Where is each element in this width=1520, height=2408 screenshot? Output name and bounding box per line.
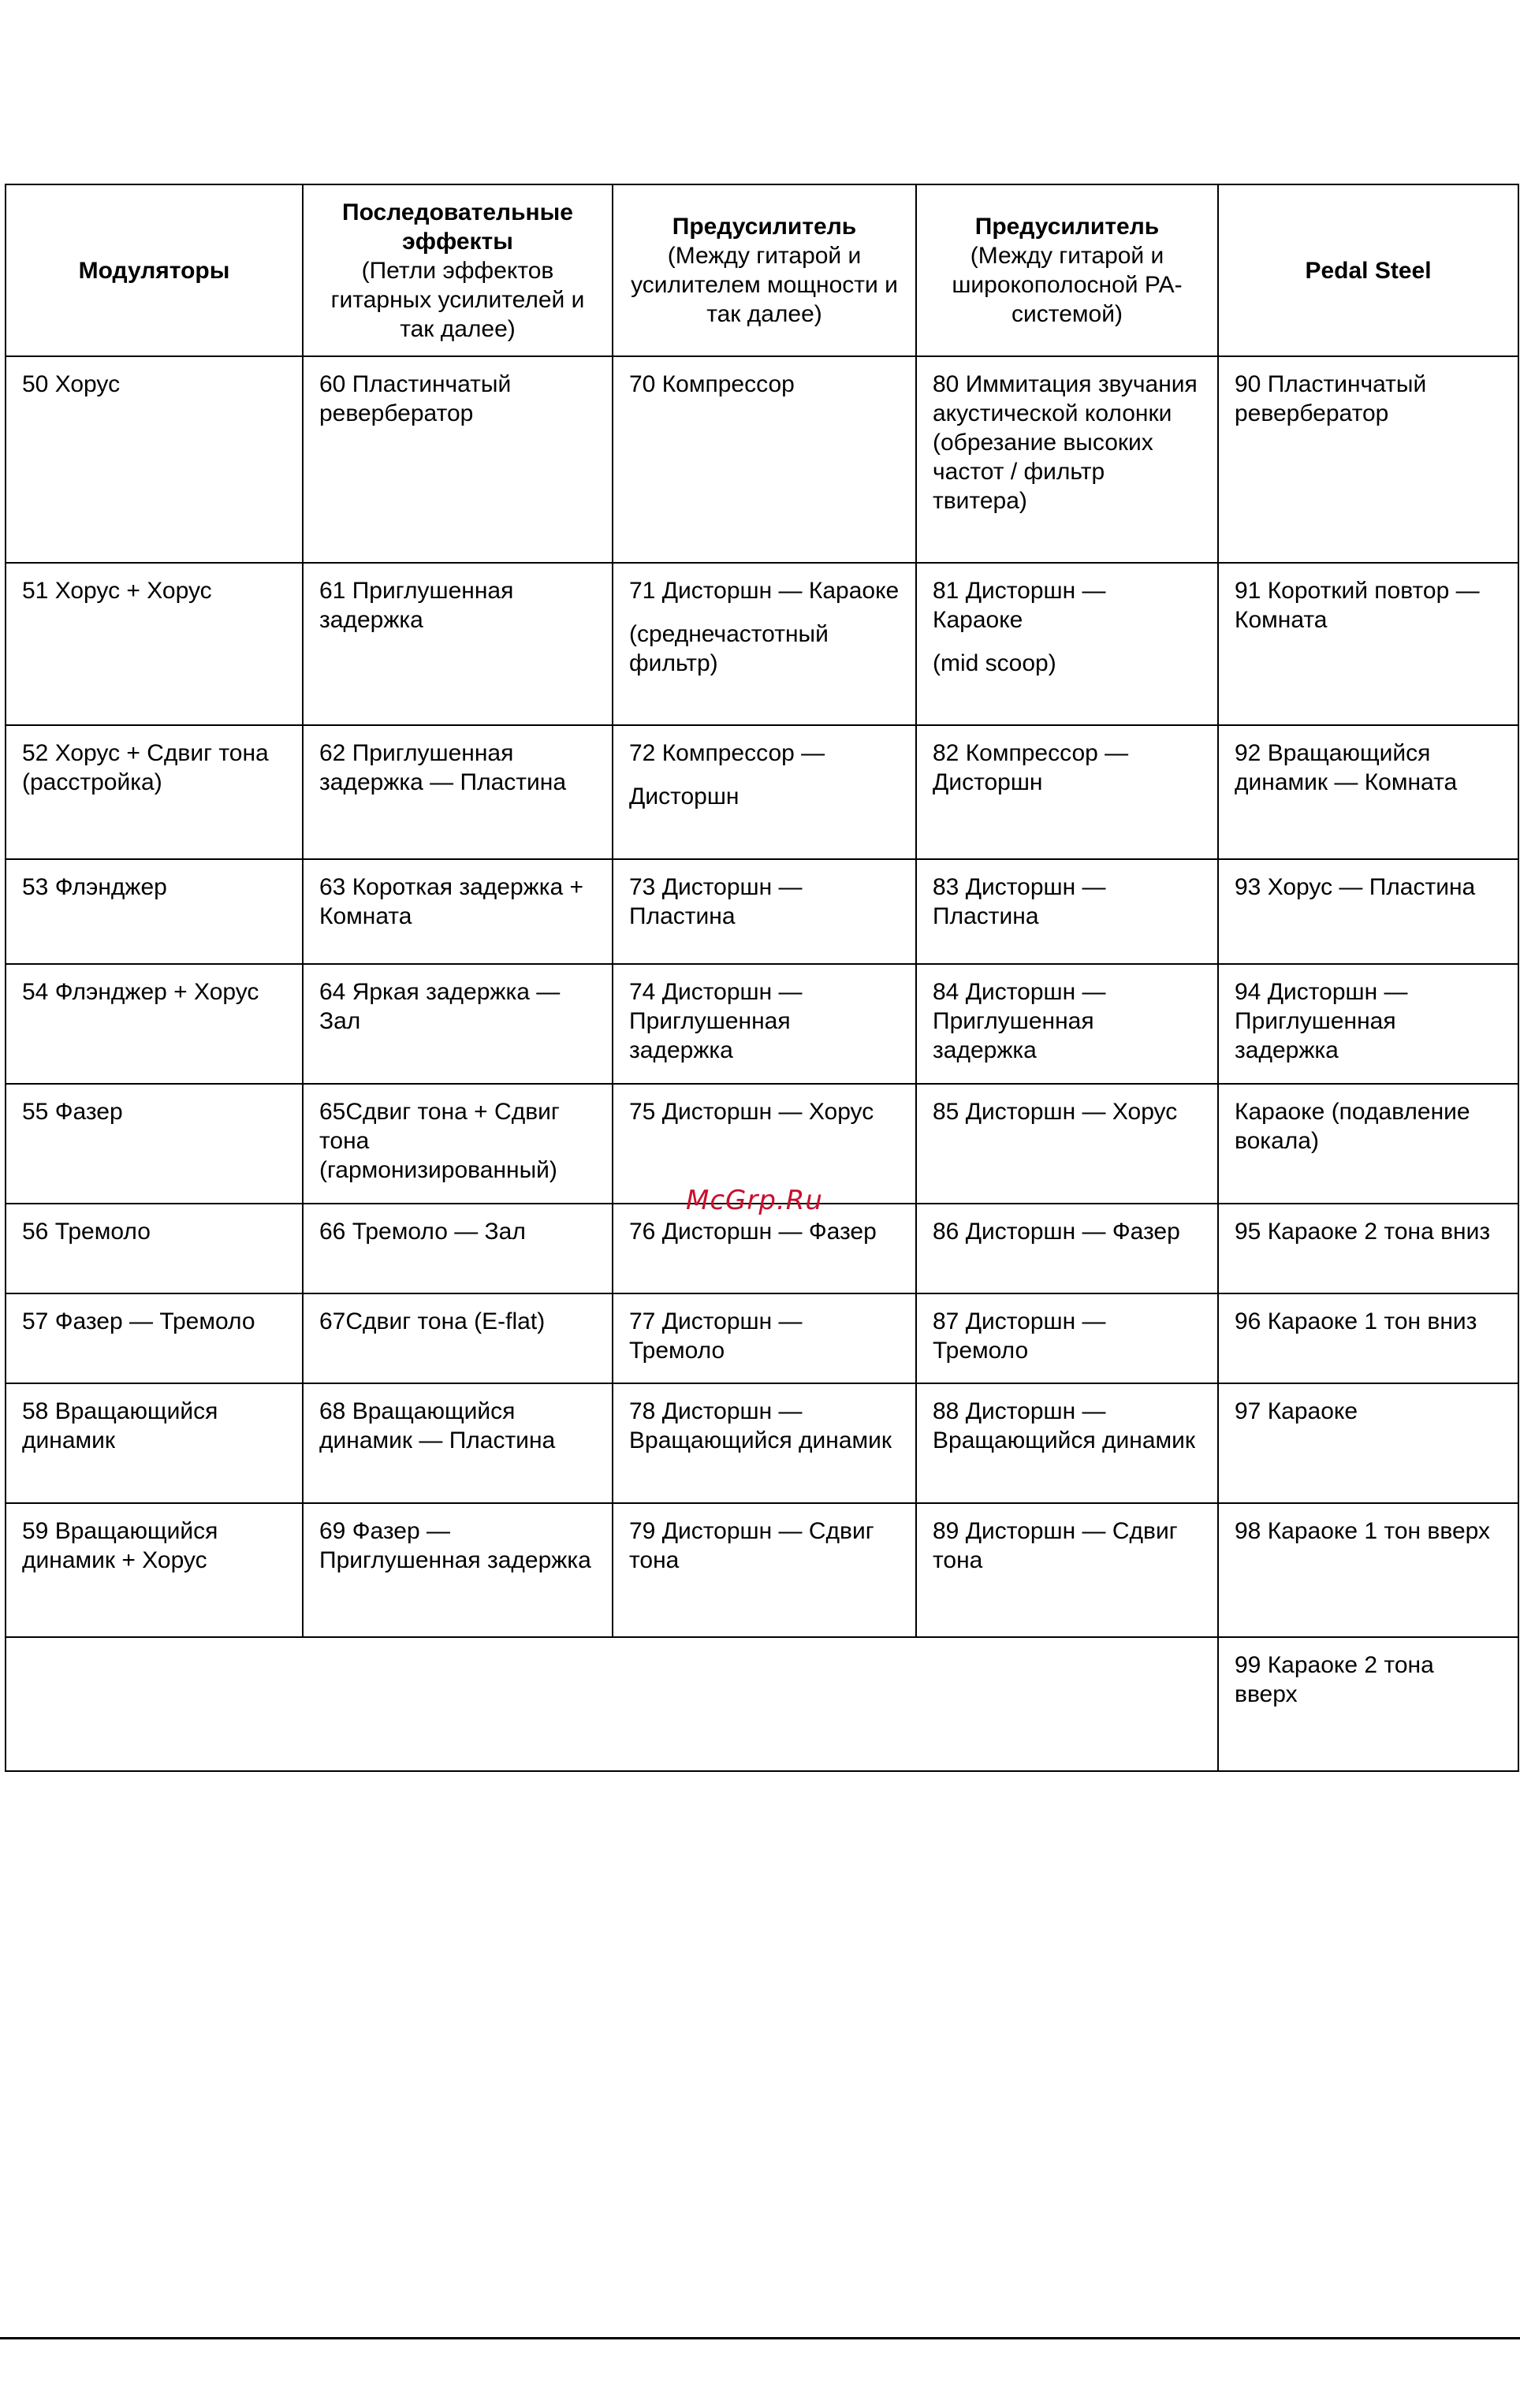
cell-text: 83 Дисторшн — Пластина (933, 874, 1106, 929)
header-subtitle: (Между гитарой и широкополосной PA-системой) (952, 243, 1183, 327)
cell-text: 95 Караоке 2 тона вниз (1235, 1219, 1491, 1245)
table-cell (613, 356, 916, 563)
cell-text: 94 Дисторшн — Приглушенная задержка (1235, 979, 1408, 1063)
cell-text: 92 Вращающийся динамик — Комната (1235, 740, 1458, 795)
cell-text: 59 Вращающийся динамик + Хорус (22, 1518, 218, 1573)
cell-text: 73 Дисторшн — Пластина (629, 874, 803, 929)
effects-table (5, 184, 1519, 1772)
header-title: Предусилитель (974, 214, 1160, 240)
cell-text: 91 Короткий повтор — Комната (1235, 578, 1480, 633)
table-cell (1218, 964, 1518, 1084)
cell-text: 60 Пластинчатый ревербератор (319, 371, 512, 426)
cell-text: 97 Караоке (1235, 1398, 1358, 1424)
cell-text: 71 Дисторшн — Караоке (629, 578, 900, 604)
cell-text: 74 Дисторшн — Приглушенная задержка (629, 979, 803, 1063)
table-cell (1218, 1204, 1518, 1293)
cell-text: 62 Приглушенная задержка — Пластина (319, 740, 567, 795)
table-cell (303, 1383, 613, 1503)
table-cell (303, 1293, 613, 1383)
table-cell (613, 725, 916, 859)
cell-text: 67Сдвиг тона (E-flat) (319, 1308, 546, 1334)
table-cell (1218, 356, 1518, 563)
table-cell (303, 1204, 613, 1293)
header-modulators (6, 184, 303, 356)
table-cell (6, 356, 303, 563)
table-cell (1218, 1383, 1518, 1503)
cell-text: 88 Дисторшн — Вращающийся динамик (933, 1398, 1196, 1453)
table-cell (303, 964, 613, 1084)
table-cell (916, 1084, 1218, 1204)
table-cell (1218, 1503, 1518, 1637)
cell-text: 57 Фазер — Тремоло (22, 1308, 255, 1334)
table-row (6, 1383, 1518, 1503)
table-cell (613, 1293, 916, 1383)
cell-text: (среднечастотный фильтр) (629, 621, 829, 676)
cell-text: Дисторшн (629, 783, 740, 809)
cell-text: 89 Дисторшн — Сдвиг тона (933, 1518, 1178, 1573)
table-cell (6, 563, 303, 725)
cell-text: 84 Дисторшн — Приглушенная задержка (933, 979, 1106, 1063)
table-cell (613, 1204, 916, 1293)
cell-text: 72 Компрессор — (629, 740, 825, 766)
page-divider (0, 2337, 1520, 2339)
table-cell (303, 1503, 613, 1637)
cell-text: 56 Тремоло (22, 1219, 151, 1245)
table-cell (916, 1383, 1218, 1503)
table-cell (6, 859, 303, 964)
cell-text: 54 Флэнджер + Хорус (22, 979, 259, 1005)
table-cell (6, 1084, 303, 1204)
table-cell (6, 964, 303, 1084)
table-cell (613, 563, 916, 725)
watermark: McGrp.Ru (686, 1185, 823, 1216)
table-cell (613, 964, 916, 1084)
table-cell (6, 1503, 303, 1637)
table-cell (6, 1383, 303, 1503)
table-cell (916, 1204, 1218, 1293)
table-cell (303, 563, 613, 725)
cell-text: 98 Караоке 1 тон вверх (1235, 1518, 1490, 1544)
table-cell (303, 859, 613, 964)
cell-text: 93 Хорус — Пластина (1235, 874, 1476, 900)
cell-text: 50 Хорус (22, 371, 121, 397)
table-row (6, 859, 1518, 964)
cell-text: 80 Иммитация звучания акустической колонки (обрезание высоких частот / фильтр твитера) (933, 371, 1198, 514)
table-cell (916, 964, 1218, 1084)
table-row (6, 964, 1518, 1084)
cell-text: 79 Дисторшн — Сдвиг тона (629, 1518, 874, 1573)
table-cell (916, 356, 1218, 563)
table-row-last (6, 1637, 1518, 1771)
cell-text: 70 Компрессор (629, 371, 795, 397)
table-cell (1218, 1293, 1518, 1383)
table-cell (916, 563, 1218, 725)
cell-text: 55 Фазер (22, 1099, 123, 1125)
header-preamp-amp (613, 184, 916, 356)
table-cell (613, 1383, 916, 1503)
table-cell (303, 725, 613, 859)
cell-text: 69 Фазер — Приглушенная задержка (319, 1518, 591, 1573)
table-row (6, 563, 1518, 725)
cell-text: 99 Караоке 2 тона вверх (1235, 1652, 1434, 1707)
cell-text: 77 Дисторшн — Тремоло (629, 1308, 803, 1364)
cell-text: 78 Дисторшн — Вращающийся динамик (629, 1398, 892, 1453)
header-title: Pedal Steel (1305, 257, 1432, 284)
cell-text: 61 Приглушенная задержка (319, 578, 514, 633)
cell-text: 87 Дисторшн — Тремоло (933, 1308, 1106, 1364)
cell-text: 65Сдвиг тона + Сдвиг тона (гармонизированный) (319, 1099, 560, 1183)
cell-text: 76 Дисторшн — Фазер (629, 1219, 877, 1245)
cell-text: 64 Яркая задержка — Зал (319, 979, 561, 1034)
header-title: Модуляторы (78, 257, 230, 284)
table-cell-empty (6, 1637, 1218, 1771)
table-cell (303, 1084, 613, 1204)
table-cell (916, 1503, 1218, 1637)
header-subtitle: (Между гитарой и усилителем мощности и так далее) (631, 243, 898, 327)
table-cell (613, 859, 916, 964)
cell-text: 75 Дисторшн — Хорус (629, 1099, 874, 1125)
table-cell (1218, 1637, 1518, 1771)
table-cell (6, 1204, 303, 1293)
cell-text: 58 Вращающийся динамик (22, 1398, 218, 1453)
header-row (6, 184, 1518, 356)
table-cell (916, 1293, 1218, 1383)
cell-text: 81 Дисторшн — Караоке (933, 578, 1106, 633)
cell-text: 68 Вращающийся динамик — Пластина (319, 1398, 556, 1453)
table-cell (1218, 859, 1518, 964)
cell-text: 82 Компрессор — Дисторшн (933, 740, 1129, 795)
cell-text: (mid scoop) (933, 650, 1056, 676)
table-cell (1218, 725, 1518, 859)
table-cell (613, 1503, 916, 1637)
table-cell (1218, 563, 1518, 725)
table-row (6, 1204, 1518, 1293)
cell-text: 53 Флэнджер (22, 874, 167, 900)
table-cell (6, 1293, 303, 1383)
cell-text: 86 Дисторшн — Фазер (933, 1219, 1180, 1245)
cell-text: 66 Тремоло — Зал (319, 1219, 526, 1245)
header-preamp-pa (916, 184, 1218, 356)
header-title: Предусилитель (672, 214, 857, 240)
table-row (6, 1293, 1518, 1383)
table-cell (303, 356, 613, 563)
cell-text: 52 Хорус + Сдвиг тона (расстройка) (22, 740, 269, 795)
table-cell (916, 725, 1218, 859)
table-cell (6, 725, 303, 859)
cell-text: 85 Дисторшн — Хорус (933, 1099, 1178, 1125)
header-subtitle: (Петли эффектов гитарных усилителей и так далее) (330, 257, 585, 342)
header-serial-effects (303, 184, 613, 356)
table-row (6, 725, 1518, 859)
cell-text: 90 Пластинчатый ревербератор (1235, 371, 1427, 426)
header-title: Последовательные эффекты (342, 199, 573, 255)
table-row (6, 356, 1518, 563)
cell-text: 63 Короткая задержка + Комната (319, 874, 584, 929)
cell-text: Караоке (подавление вокала) (1235, 1099, 1470, 1154)
cell-text: 96 Караоке 1 тон вниз (1235, 1308, 1477, 1334)
table-row (6, 1503, 1518, 1637)
table-cell (1218, 1084, 1518, 1204)
cell-text: 51 Хорус + Хорус (22, 578, 212, 604)
table-cell (916, 859, 1218, 964)
header-pedal-steel (1218, 184, 1518, 356)
